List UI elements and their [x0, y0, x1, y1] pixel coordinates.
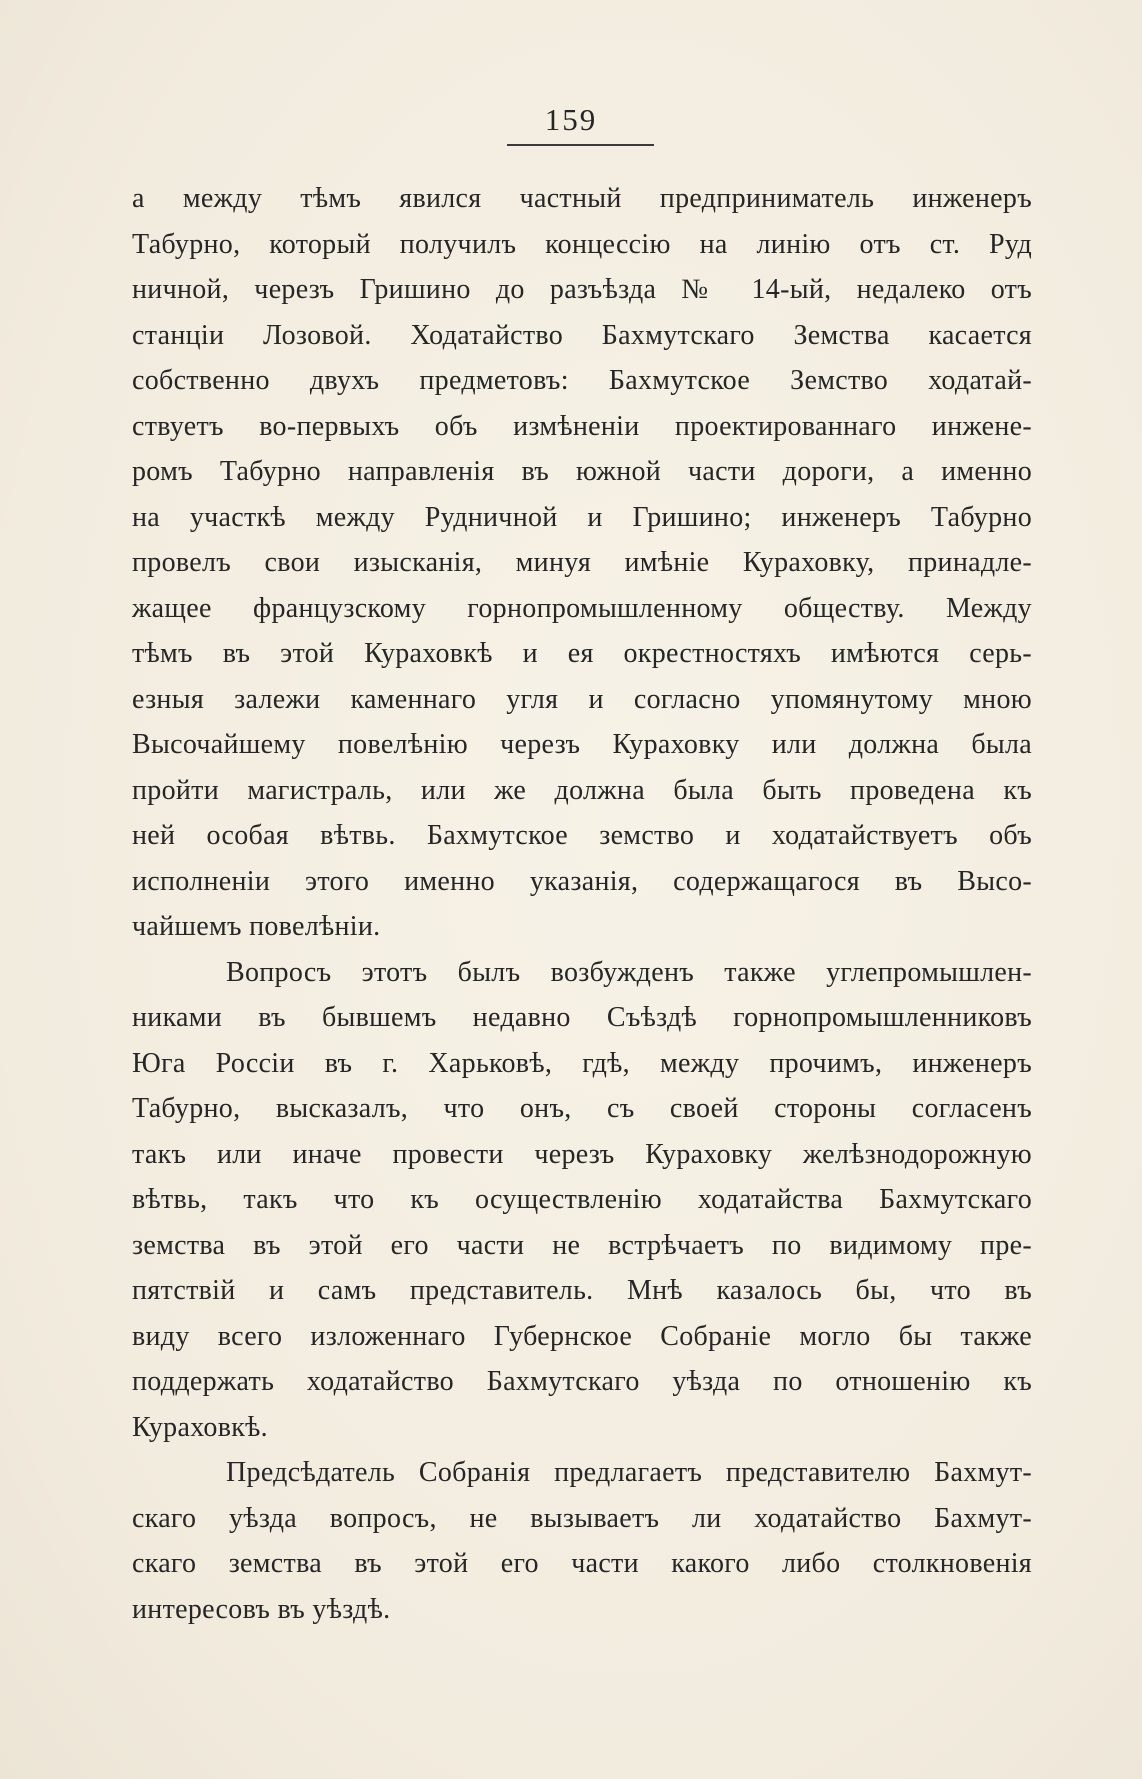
text-line: собственно двухъ предметовъ: Бахмутское Земство ходатай-: [132, 365, 1032, 396]
text-line: такъ или иначе провести черезъ Кураховку желѣзнодорожную: [132, 1138, 1032, 1170]
text-line: на участкѣ между Рудничной и Гришино; инженеръ Табурно: [132, 501, 1032, 533]
text-line: езныя залежи каменнаго угля и согласно упомянутому мною: [132, 683, 1032, 715]
text-line: скаго уѣзда вопросъ, не вызываетъ ли ходатайство Бахмут-: [132, 1502, 1032, 1534]
page-number: 159: [544, 102, 598, 137]
text-line: ромъ Табурно направленія въ южной части дороги, а именно: [132, 456, 1032, 487]
text-line: а между тѣмъ явился частный предприниматель инженеръ: [132, 183, 1032, 214]
text-line: вѣтвь, такъ что къ осуществленію ходатайства Бахмутскаго: [132, 1184, 1032, 1215]
text-line: скаго земства въ этой его части какого либо столкновенія: [132, 1548, 1032, 1579]
text-line: Кураховкѣ.: [132, 1411, 268, 1443]
text-line: никами въ бывшемъ недавно Съѣздѣ горнопромышленниковъ: [132, 1002, 1032, 1033]
text-line: Табурно, который получилъ концессію на линію отъ ст. Руд: [132, 228, 1032, 260]
text-line: земства въ этой его части не встрѣчаетъ по видимому пре-: [132, 1229, 1032, 1261]
text-line: Табурно, высказалъ, что онъ, съ своей стороны согласенъ: [132, 1093, 1032, 1124]
text-line: станціи Лозовой. Ходатайство Бахмутскаго Земства касается: [132, 319, 1032, 351]
text-line: пройти магистраль, или же должна была быть проведена къ: [132, 774, 1032, 806]
text-line: провелъ свои изысканія, минуя имѣніе Кураховку, принадле-: [132, 547, 1032, 578]
text-line: исполненіи этого именно указанія, содержащагося въ Высо-: [132, 865, 1032, 897]
text-line: Высочайшему повелѣнію черезъ Кураховку или должна была: [132, 729, 1032, 760]
text-line: поддержать ходатайство Бахмутскаго уѣзда по отношенію къ: [132, 1366, 1032, 1397]
text-line: жащее французскому горнопромышленному обществу. Между: [132, 592, 1032, 624]
text-line: ничной, черезъ Гришино до разъѣзда № 14-ый, недалеко отъ: [132, 274, 1032, 305]
text-line: ней особая вѣтвь. Бахмутское земство и ходатайствуетъ объ: [132, 820, 1032, 851]
text-line: Вопросъ этотъ былъ возбужденъ также углепромышлен-: [226, 956, 1032, 988]
text-line: интересовъ въ уѣздѣ.: [132, 1593, 391, 1625]
text-line: ствуетъ во-первыхъ объ измѣненіи проектированнаго инжене-: [132, 410, 1032, 442]
text-line: тѣмъ въ этой Кураховкѣ и ея окрестностяхъ имѣются серь-: [132, 638, 1032, 669]
body-text: [132, 176, 1032, 1632]
text-line: виду всего изложеннаго Губернское Собраніе могло бы также: [132, 1320, 1032, 1352]
page-number-rule: [507, 144, 654, 146]
text-line: Предсѣдатель Собранія предлагаетъ представителю Бахмут-: [226, 1457, 1032, 1488]
text-line: Юга Россіи въ г. Харьковѣ, гдѣ, между прочимъ, инженеръ: [132, 1047, 1032, 1079]
text-line: чайшемъ повелѣніи.: [132, 911, 381, 942]
text-line: пятствій и самъ представитель. Мнѣ казалось бы, что въ: [132, 1275, 1032, 1306]
